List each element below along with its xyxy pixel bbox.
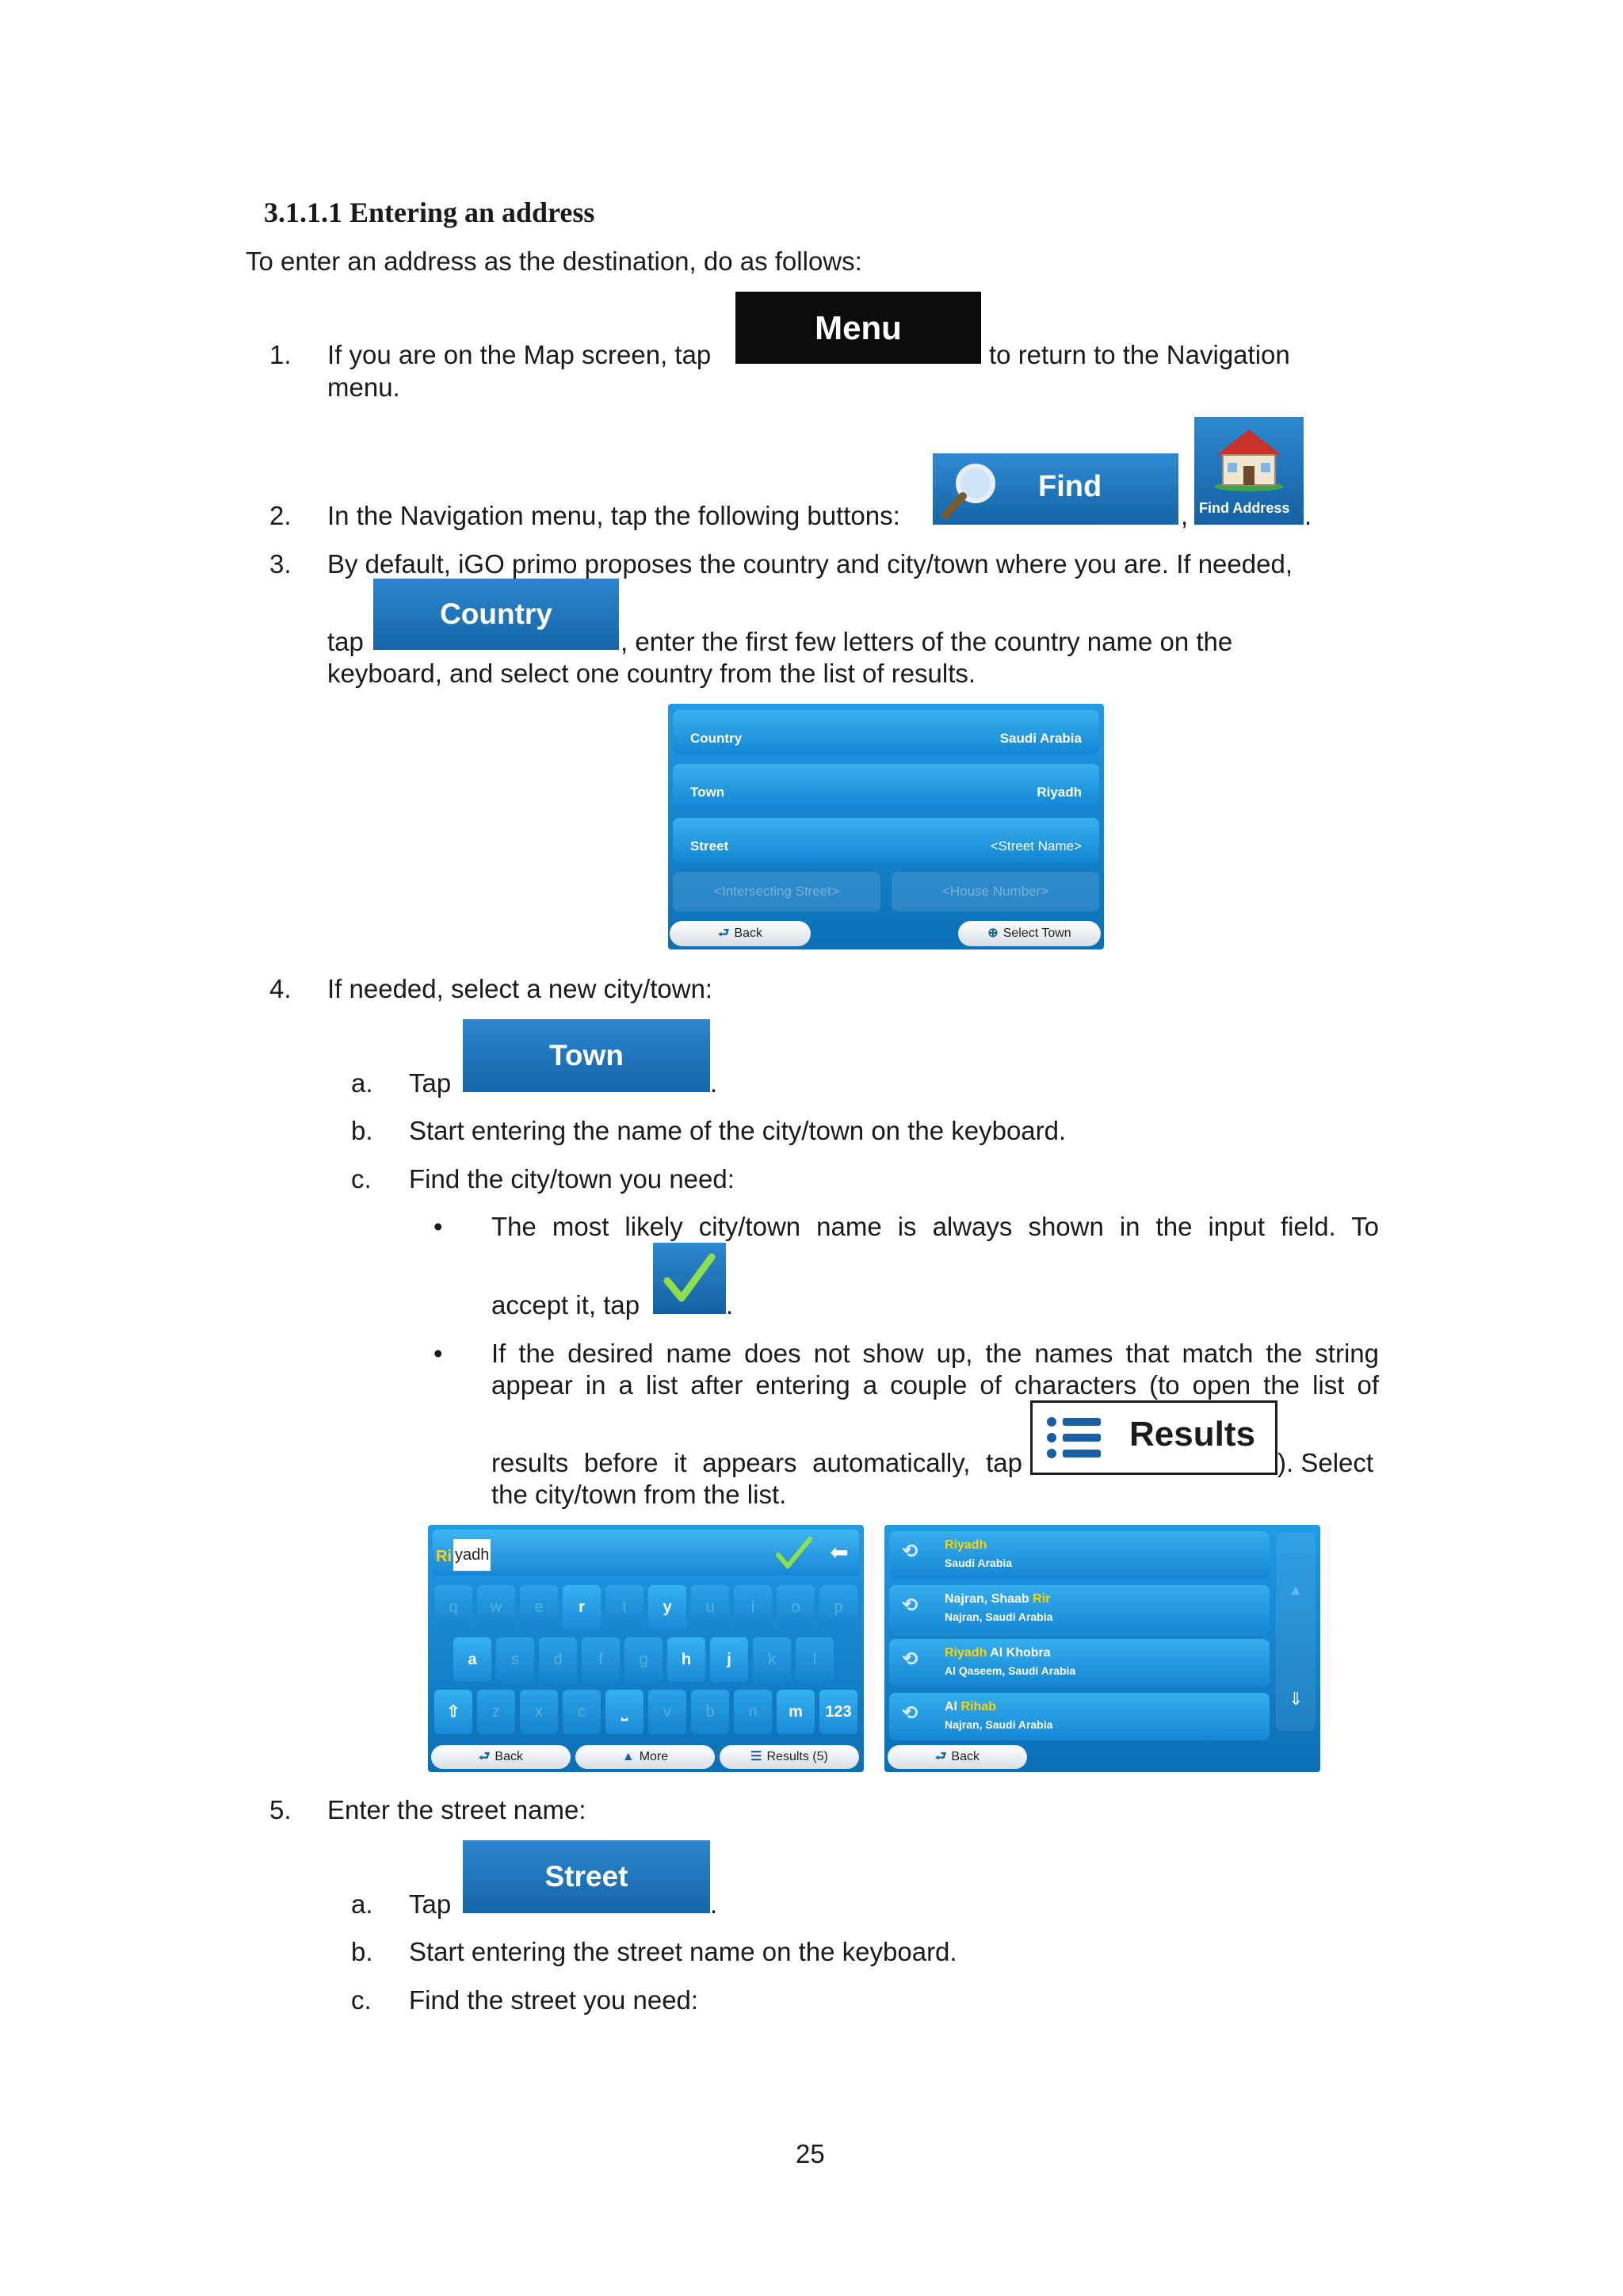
step-3-number: 3.: [269, 549, 292, 579]
step-4-text: If needed, select a new city/town:: [327, 974, 713, 1003]
keyboard-key-space: ⎵: [605, 1690, 643, 1734]
select-town-pill: [958, 921, 1101, 946]
result-item: [889, 1639, 1270, 1687]
step-5-text: Enter the street name:: [327, 1795, 586, 1824]
keyboard-key-w: w: [477, 1585, 515, 1629]
country-button-image: Country: [373, 579, 619, 650]
step-1-text-line2: menu.: [327, 372, 400, 402]
step-3-tap: tap: [327, 627, 364, 656]
keyboard-back-pill: [431, 1745, 571, 1769]
bullet-1-line1: The most likely city/town name is always shown in the input field. To: [491, 1212, 1379, 1241]
step-3-text-line3: keyboard, and select one country from the list of results.: [327, 659, 976, 688]
result-item-match: Rir: [1033, 1592, 1051, 1606]
keyboard-key-u: u: [691, 1585, 729, 1629]
keyboard-key-q: q: [434, 1585, 472, 1629]
bullet-2-line3-cont: ). Select: [1277, 1448, 1374, 1477]
keyboard-key-v: v: [648, 1690, 686, 1734]
city-icon: ⟲: [902, 1595, 918, 1616]
step-1-text: If you are on the Map screen, tap: [327, 340, 712, 369]
crosshair-icon: ⊕: [987, 926, 999, 940]
find-address-button-image: [1194, 417, 1304, 525]
keyboard-key-k: k: [753, 1637, 791, 1682]
keyboard-key-t: t: [605, 1585, 643, 1629]
city-icon: ⟲: [902, 1702, 918, 1724]
town-sub-a-text: Tap: [409, 1068, 452, 1098]
town-row: [673, 764, 1099, 808]
result-item-name: Al Rihab: [945, 1700, 996, 1713]
back-arrow-icon: ⮐: [718, 926, 730, 940]
chevron-up-icon: ▲: [621, 1750, 635, 1763]
street-sub-b-text: Start entering the street name on the keyboard.: [409, 1937, 957, 1966]
keyboard-key-o: o: [777, 1585, 815, 1629]
keyboard-key-j: j: [710, 1637, 748, 1682]
result-item-region: Al Qaseem, Saudi Arabia: [945, 1664, 1076, 1677]
street-row-value: <Street Name>: [990, 839, 1082, 854]
result-item-name: Riyadh Al Khobra: [945, 1646, 1051, 1660]
bullet-2-line4: the city/town from the list.: [491, 1480, 787, 1509]
result-item-name: Najran, Shaab Rir: [945, 1592, 1051, 1606]
town-sub-a-end: .: [710, 1068, 718, 1098]
result-item-region: Najran, Saudi Arabia: [945, 1610, 1053, 1623]
keyboard-key-g: g: [624, 1637, 663, 1682]
step-2-text: In the Navigation menu, tap the following buttons:: [327, 501, 900, 530]
scroll-up-icon: ▲: [1289, 1582, 1303, 1598]
more-label: More: [639, 1750, 669, 1763]
section-heading: 3.1.1.1 Entering an address: [264, 197, 595, 228]
page-number: 25: [796, 2139, 825, 2168]
keyboard-key-e: e: [520, 1585, 558, 1629]
keyboard-screen-screenshot: [428, 1525, 864, 1772]
house-number-row: <House Number>: [892, 872, 1099, 911]
input-typed-text: Ri: [436, 1548, 452, 1565]
keyboard-key-l: l: [796, 1637, 834, 1682]
result-item: [889, 1531, 1270, 1579]
bullet-2-line3: results before it appears automatically, tap: [491, 1448, 1022, 1477]
street-sub-c-marker: c.: [351, 1985, 372, 2015]
results-back-label: Back: [951, 1750, 980, 1763]
keyboard-key-p: p: [819, 1585, 857, 1629]
town-sub-a-marker: a.: [351, 1068, 373, 1098]
keyboard-key-c: c: [563, 1690, 601, 1734]
back-arrow-icon: ⮐: [479, 1750, 491, 1763]
keyboard-key-i: i: [734, 1585, 772, 1629]
keyboard-key-n: n: [734, 1690, 772, 1734]
result-item-match: Rihab: [960, 1700, 996, 1713]
result-item: [889, 1585, 1270, 1633]
house-icon: [1212, 423, 1286, 491]
keyboard-key-m: m: [777, 1690, 815, 1734]
result-item-region: Saudi Arabia: [945, 1557, 1013, 1569]
address-back-label: Back: [734, 926, 762, 940]
result-item: [889, 1693, 1270, 1740]
step-2-number: 2.: [269, 501, 292, 530]
results-list-screenshot: [884, 1525, 1320, 1772]
step-3-text-cont: , enter the first few letters of the country name on the: [621, 627, 1233, 656]
keyboard-key-b: b: [691, 1690, 729, 1734]
list-icon: [1047, 1417, 1102, 1458]
country-row-label: Country: [690, 731, 743, 746]
keyboard-key-z: z: [477, 1690, 515, 1734]
street-sub-a-end: .: [710, 1889, 718, 1919]
find-button-image: [933, 453, 1178, 525]
intersecting-street-row: <Intersecting Street>: [673, 872, 880, 911]
result-item-name: [945, 1538, 987, 1553]
find-address-label: Find Address: [1199, 500, 1290, 516]
results-button-image: [1030, 1400, 1277, 1475]
input-suggested-text: yadh: [453, 1539, 491, 1571]
select-town-label: Select Town: [1002, 926, 1071, 940]
keyboard-key-h: h: [667, 1637, 705, 1682]
bullet-1-line2: accept it, tap: [491, 1290, 640, 1320]
keyboard-key-shift: ⇧: [434, 1690, 472, 1734]
street-sub-c-text: Find the street you need:: [409, 1985, 699, 2015]
city-icon: ⟲: [902, 1541, 918, 1562]
step-3-text: By default, iGO primo proposes the country and city/town where you are. If needed,: [327, 549, 1293, 579]
address-screen-screenshot: [668, 704, 1104, 949]
step-4-number: 4.: [269, 974, 292, 1003]
town-button-image: Town: [463, 1019, 710, 1092]
result-item-match: Riyadh: [945, 1646, 987, 1660]
scrollbar: [1276, 1533, 1316, 1731]
back-arrow-icon: ⮐: [935, 1750, 947, 1763]
results-pill-label: Results (5): [766, 1750, 828, 1763]
results-back-pill: [888, 1745, 1027, 1769]
menu-button-image: Menu: [735, 292, 981, 364]
keyboard-key-f: f: [582, 1637, 620, 1682]
town-sub-c-marker: c.: [351, 1164, 372, 1194]
town-row-label: Town: [690, 785, 725, 800]
search-input-field: [433, 1530, 859, 1576]
bullet-1-marker: •: [433, 1212, 443, 1241]
street-row-label: Street: [690, 839, 729, 854]
more-pill: [575, 1745, 715, 1769]
magnifier-icon: [939, 457, 1004, 521]
address-back-pill: [670, 921, 811, 946]
street-sub-a-text: Tap: [409, 1889, 452, 1919]
step-2-end: .: [1304, 501, 1312, 530]
keyboard-key-s: s: [496, 1637, 534, 1682]
backspace-icon: ⬅: [830, 1540, 849, 1564]
step-5-number: 5.: [269, 1795, 292, 1824]
street-row: [673, 818, 1099, 862]
list-icon: ☰: [750, 1750, 762, 1763]
result-item-region: Najran, Saudi Arabia: [945, 1718, 1053, 1731]
keyboard-key-x: x: [520, 1690, 558, 1734]
checkmark-icon: [663, 1251, 716, 1306]
keyboard-back-label: Back: [495, 1750, 523, 1763]
keyboard-key-a: a: [453, 1637, 491, 1682]
intro-text: To enter an address as the destination, do as follows:: [246, 246, 862, 276]
results-pill: [720, 1745, 859, 1769]
town-row-value: Riyadh: [1037, 785, 1082, 800]
accept-button-image: [653, 1243, 726, 1314]
country-row: [673, 710, 1099, 755]
step-2-separator: ,: [1181, 501, 1189, 530]
step-1-text-cont: to return to the Navigation: [989, 340, 1290, 369]
step-1-number: 1.: [269, 340, 292, 369]
bullet-2-line1: If the desired name does not show up, the names that match the string: [491, 1339, 1379, 1368]
street-sub-a-marker: a.: [351, 1889, 373, 1919]
town-sub-b-text: Start entering the name of the city/town on the keyboard.: [409, 1116, 1067, 1145]
find-button-label: Find: [1038, 470, 1102, 503]
country-row-value: Saudi Arabia: [999, 731, 1082, 746]
scroll-down-icon: ⇓: [1289, 1689, 1304, 1709]
bullet-2-line2: appear in a list after entering a couple of characters (to open the list of: [491, 1370, 1379, 1400]
bullet-2-marker: •: [433, 1339, 443, 1368]
result-item-match: Riyadh: [945, 1538, 987, 1552]
town-sub-c-text: Find the city/town you need:: [409, 1164, 735, 1194]
results-button-label: Results: [1129, 1415, 1255, 1454]
keyboard-key-y: y: [648, 1585, 686, 1629]
city-icon: ⟲: [902, 1648, 918, 1670]
bullet-1-end: .: [726, 1290, 734, 1320]
town-sub-b-marker: b.: [351, 1116, 373, 1145]
street-button-image: Street: [463, 1840, 710, 1913]
keyboard-key-d: d: [539, 1637, 577, 1682]
keyboard-key-123: 123: [819, 1690, 857, 1734]
keyboard-key-r: r: [563, 1585, 601, 1629]
accept-checkmark-icon: [775, 1536, 813, 1571]
street-sub-b-marker: b.: [351, 1937, 373, 1966]
